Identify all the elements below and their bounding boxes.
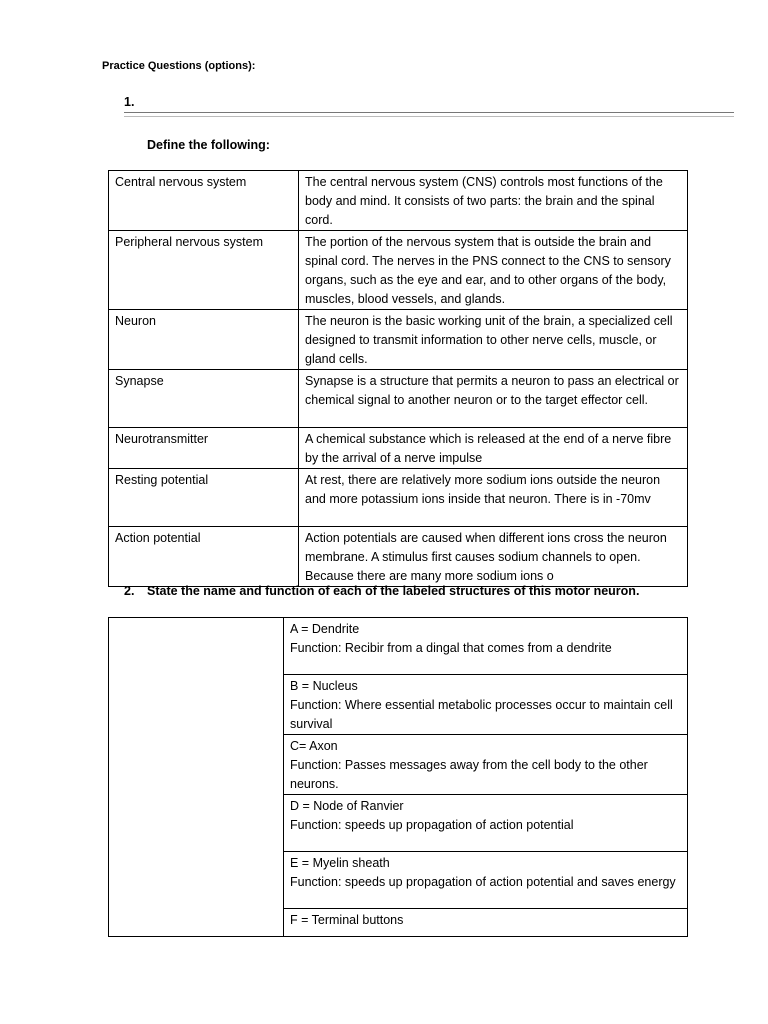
definition-cell: A chemical substance which is released at the end of a nerve fibre by the arrival of a nerve impulse bbox=[299, 428, 688, 469]
term-cell: Peripheral nervous system bbox=[109, 231, 299, 310]
part-label: B = Nucleus bbox=[290, 679, 358, 693]
table-row bbox=[109, 618, 688, 675]
term-cell: Neuron bbox=[109, 310, 299, 370]
term-cell: Resting potential bbox=[109, 469, 299, 527]
definition-cell: The neuron is the basic working unit of the brain, a specialized cell designed to transmit information to other nerve cells, muscle, or gland cells. bbox=[299, 310, 688, 370]
question-2-number: 2. bbox=[124, 584, 135, 598]
question-1-prompt: Define the following: bbox=[147, 138, 270, 152]
table-row bbox=[109, 370, 688, 428]
table-row bbox=[109, 428, 688, 469]
table-row bbox=[109, 527, 688, 587]
question-2-prompt: State the name and function of each of the labeled structures of this motor neuron. bbox=[147, 584, 640, 598]
part-function: Function: speeds up propagation of action potential bbox=[290, 818, 574, 832]
definition-cell: The portion of the nervous system that is outside the brain and spinal cord. The nerves in the PNS connect to the CNS to sensory organs, such as the eye and ear, and to other organs of the body, muscles, blood vessels, and glands. bbox=[299, 231, 688, 310]
diagram-placeholder-cell bbox=[109, 618, 284, 937]
part-cell bbox=[284, 909, 688, 937]
definitions-table bbox=[108, 170, 688, 587]
part-cell bbox=[284, 795, 688, 852]
part-label: A = Dendrite bbox=[290, 622, 360, 636]
part-cell bbox=[284, 735, 688, 795]
table-row bbox=[109, 231, 688, 310]
table-row bbox=[109, 469, 688, 527]
part-label: D = Node of Ranvier bbox=[290, 799, 404, 813]
definition-cell: At rest, there are relatively more sodium ions outside the neuron and more potassium ions inside that neuron. There is in -70mv bbox=[299, 469, 688, 527]
table-row bbox=[109, 171, 688, 231]
part-function: Function: Recibir from a dingal that comes from a dendrite bbox=[290, 641, 612, 655]
horizontal-rule bbox=[124, 112, 734, 117]
part-label: E = Myelin sheath bbox=[290, 856, 390, 870]
part-cell bbox=[284, 852, 688, 909]
part-function: Function: Where essential metabolic processes occur to maintain cell survival bbox=[290, 698, 673, 731]
definition-cell: Action potentials are caused when different ions cross the neuron membrane. A stimulus first causes sodium channels to open. Because there are many more sodium ions o bbox=[299, 527, 688, 587]
question-1-number: 1. bbox=[124, 95, 135, 109]
neuron-parts-table bbox=[108, 617, 688, 937]
part-label: F = Terminal buttons bbox=[290, 913, 404, 927]
part-cell bbox=[284, 675, 688, 735]
part-cell bbox=[284, 618, 688, 675]
term-cell: Action potential bbox=[109, 527, 299, 587]
part-function: Function: Passes messages away from the cell body to the other neurons. bbox=[290, 758, 648, 791]
term-cell: Synapse bbox=[109, 370, 299, 428]
table-row bbox=[109, 310, 688, 370]
part-function: Function: speeds up propagation of action potential and saves energy bbox=[290, 875, 676, 889]
term-cell: Central nervous system bbox=[109, 171, 299, 231]
question-2 bbox=[124, 584, 639, 598]
definition-cell: The central nervous system (CNS) controls most functions of the body and mind. It consists of two parts: the brain and the spinal cord. bbox=[299, 171, 688, 231]
term-cell: Neurotransmitter bbox=[109, 428, 299, 469]
page-heading: Practice Questions (options): bbox=[102, 60, 256, 72]
part-label: C= Axon bbox=[290, 739, 338, 753]
definition-cell: Synapse is a structure that permits a neuron to pass an electrical or chemical signal to another neuron or to the target effector cell. bbox=[299, 370, 688, 428]
